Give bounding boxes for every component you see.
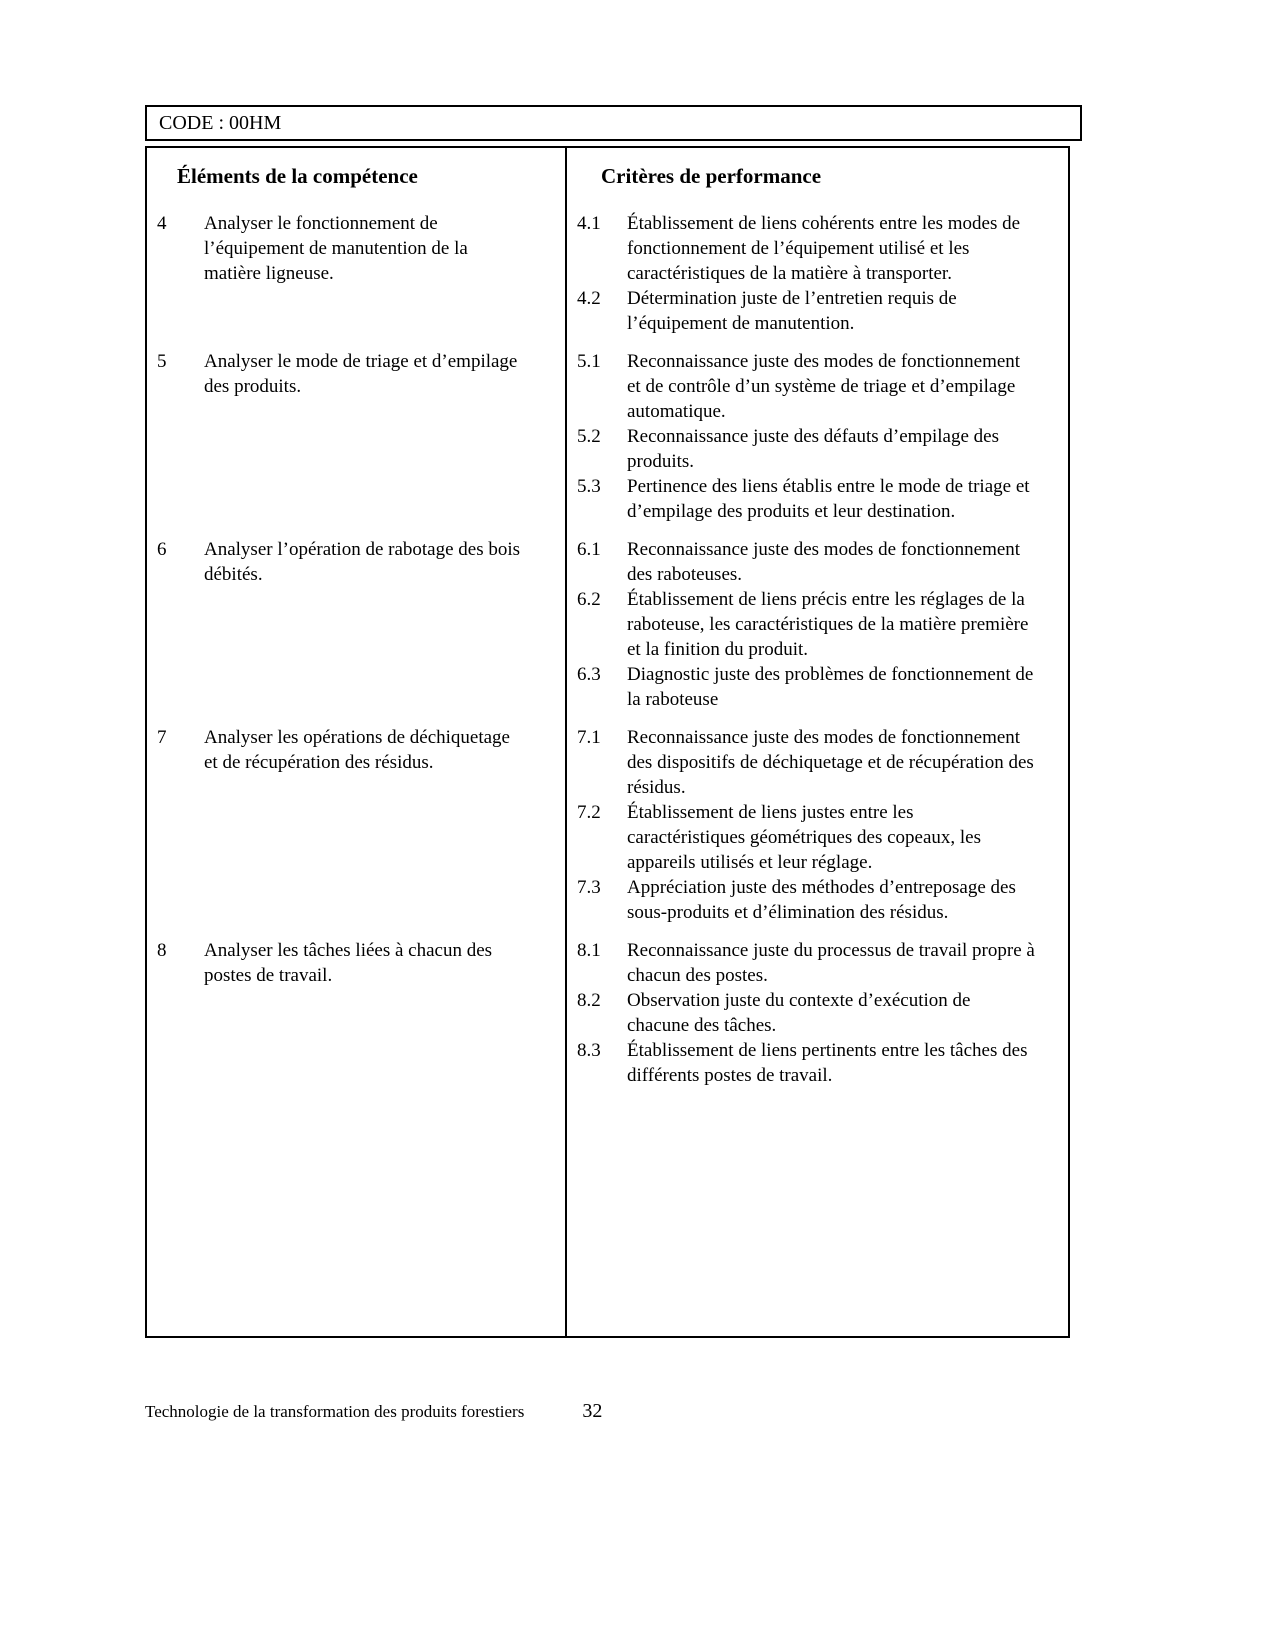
criterion-text: Pertinence des liens établis entre le mode de triage et d’empilage des produits et leur destination.	[627, 476, 1030, 522]
criterion-text: Établissement de liens cohérents entre les modes de fonctionnement de l’équipement utilisé et les caractéristiques de la matière à transporter.	[627, 213, 1021, 284]
criterion-item	[577, 211, 1036, 286]
criterion-item	[577, 349, 1036, 424]
criterion-item	[577, 988, 1036, 1038]
column-header-criteria: Critères de performance	[601, 164, 822, 188]
criterion-item	[577, 286, 1036, 336]
element-text: Analyser les opérations de déchiquetage et de récupération des résidus.	[204, 727, 510, 773]
criterion-item	[577, 938, 1036, 988]
table-row	[147, 349, 1068, 524]
table-row	[147, 938, 1068, 1088]
table-row	[147, 725, 1068, 925]
criterion-number: 6.2	[577, 589, 601, 610]
criterion-number: 7.3	[577, 877, 601, 898]
competency-table	[145, 146, 1070, 1338]
criterion-text: Diagnostic juste des problèmes de fonctionnement de la raboteuse	[627, 664, 1034, 710]
column-divider	[565, 148, 567, 1336]
criterion-item	[577, 800, 1036, 875]
criterion-number: 5.1	[577, 351, 601, 372]
code-header-box	[145, 105, 1082, 141]
criterion-item	[577, 474, 1036, 524]
criterion-number: 5.2	[577, 426, 601, 447]
criterion-text: Reconnaissance juste des modes de fonctionnement des dispositifs de déchiquetage et de récupération des résidus.	[627, 727, 1034, 798]
criterion-text: Reconnaissance juste des modes de fonctionnement des raboteuses.	[627, 539, 1021, 585]
criterion-text: Établissement de liens justes entre les caractéristiques géométriques des copeaux, les appareils utilisés et leur réglage.	[627, 802, 981, 873]
table-rows	[147, 211, 1068, 1088]
criterion-number: 5.3	[577, 476, 601, 497]
criterion-text: Reconnaissance juste des modes de fonctionnement et de contrôle d’un système de triage et d’empilage automatique.	[627, 351, 1021, 422]
criterion-item	[577, 587, 1036, 662]
criteria-cell	[565, 537, 1068, 712]
element-cell	[147, 938, 565, 1088]
element-text: Analyser l’opération de rabotage des bois débités.	[204, 539, 521, 585]
page-footer	[145, 1400, 1066, 1423]
criterion-text: Détermination juste de l’entretien requis de l’équipement de manutention.	[627, 288, 957, 334]
criteria-cell	[565, 211, 1068, 336]
criterion-number: 6.3	[577, 664, 601, 685]
element-number: 4	[157, 213, 167, 234]
criterion-number: 4.2	[577, 288, 601, 309]
criteria-cell	[565, 938, 1068, 1088]
criterion-text: Établissement de liens pertinents entre les tâches des différents postes de travail.	[627, 1040, 1028, 1086]
criterion-item	[577, 424, 1036, 474]
criteria-cell	[565, 725, 1068, 925]
criterion-text: Reconnaissance juste du processus de travail propre à chacun des postes.	[627, 940, 1035, 986]
element-text: Analyser le fonctionnement de l’équipement de manutention de la matière ligneuse.	[204, 213, 468, 284]
criterion-number: 7.1	[577, 727, 601, 748]
criterion-text: Reconnaissance juste des défauts d’empilage des produits.	[627, 426, 999, 472]
criterion-number: 8.1	[577, 940, 601, 961]
criterion-number: 6.1	[577, 539, 601, 560]
table-row	[147, 211, 1068, 336]
criterion-number: 4.1	[577, 213, 601, 234]
criterion-item	[577, 875, 1036, 925]
criterion-text: Observation juste du contexte d’exécution de chacune des tâches.	[627, 990, 971, 1036]
code-label: CODE : 00HM	[159, 111, 282, 134]
criterion-text: Appréciation juste des méthodes d’entreposage des sous-produits et d’élimination des résidus.	[627, 877, 1016, 923]
element-number: 7	[157, 727, 167, 748]
criterion-item	[577, 537, 1036, 587]
criterion-item	[577, 662, 1036, 712]
table-row	[147, 537, 1068, 712]
column-header-elements: Éléments de la compétence	[177, 164, 418, 188]
criteria-cell	[565, 349, 1068, 524]
criterion-number: 8.3	[577, 1040, 601, 1061]
element-cell	[147, 537, 565, 712]
page-number: 32	[582, 1400, 603, 1422]
element-cell	[147, 349, 565, 524]
element-number: 5	[157, 351, 167, 372]
criterion-item	[577, 725, 1036, 800]
table-header-row	[147, 148, 1068, 189]
criterion-text: Établissement de liens précis entre les réglages de la raboteuse, les caractéristiques de la matière première et la finition du produit.	[627, 589, 1029, 660]
footer-title: Technologie de la transformation des produits forestiers	[145, 1402, 525, 1421]
element-cell	[147, 211, 565, 336]
element-text: Analyser le mode de triage et d’empilage des produits.	[204, 351, 518, 397]
element-number: 8	[157, 940, 167, 961]
element-cell	[147, 725, 565, 925]
element-text: Analyser les tâches liées à chacun des postes de travail.	[204, 940, 493, 986]
element-number: 6	[157, 539, 167, 560]
criterion-number: 7.2	[577, 802, 601, 823]
criterion-number: 8.2	[577, 990, 601, 1011]
criterion-item	[577, 1038, 1036, 1088]
